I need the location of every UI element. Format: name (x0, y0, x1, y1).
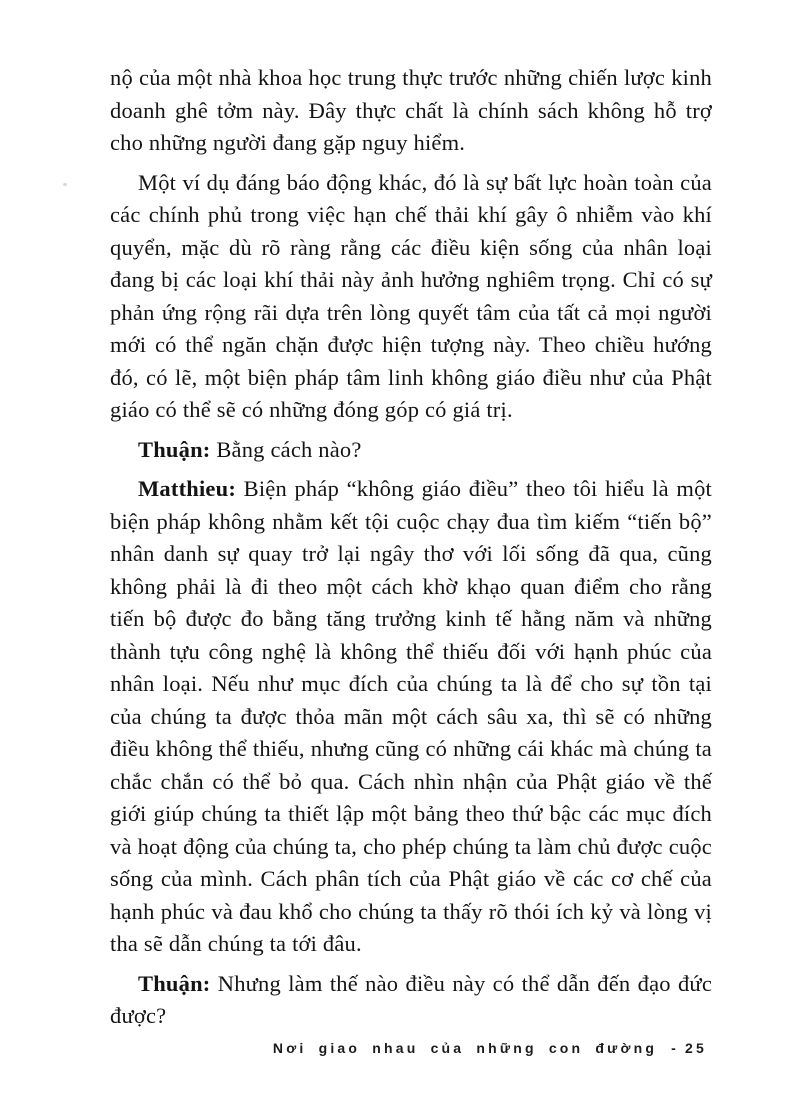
scan-speck (63, 183, 67, 186)
page-footer (273, 1040, 707, 1056)
speaker-label: Matthieu: (138, 476, 237, 501)
dialogue-paragraph (110, 968, 712, 1033)
paragraph-text: nộ của một nhà khoa học trung thực trước những chiến lược kinh doanh ghê tởm này. Đây thực chất là chính sách không hỗ trợ cho những người đang gặp nguy hiểm. (110, 65, 712, 155)
paragraph-text: Nhưng làm thế nào điều này có thể dẫn đến đạo đức được? (110, 970, 712, 1028)
page-number: 25 (685, 1040, 707, 1056)
paragraph (110, 167, 712, 427)
speaker-label: Thuận: (138, 436, 211, 462)
running-title: Nơi giao nhau của những con đường (272, 1040, 658, 1056)
dialogue-paragraph (110, 473, 712, 961)
body-text (110, 62, 712, 1033)
paragraph-text: Biện pháp “không giáo điều” theo tôi hiểu là một biện pháp không nhằm kết tội cuộc chạy đua tìm kiếm “tiến bộ” nhân danh sự quay trở lại ngây thơ với lối sống đã qua, cũng không phải là đi theo một cách khờ khạo quan điểm cho rằng tiến bộ được đo bằng tăng trưởng kinh tế hằng năm và những thành tựu công nghệ là không thể thiếu đối với hạnh phúc của nhân loại. Nếu như mục đích của chúng ta là để cho sự tồn tại của chúng ta được thỏa mãn một cách sâu xa, thì sẽ có những điều không thể thiếu, nhưng cũng có những cái khác mà chúng ta chắc chắn có thể bỏ qua. Cách nhìn nhận của Phật giáo về thế giới giúp chúng ta thiết lập một bảng theo thứ bậc các mục đích và hoạt động của chúng ta, cho phép chúng ta làm chủ được cuộc sống của mình. Cách phân tích của Phật giáo về các cơ chế của hạnh phúc và đau khổ cho chúng ta thấy rõ thói ích kỷ và lòng vị tha sẽ dẫn chúng ta tới đâu. (110, 476, 712, 956)
dialogue-paragraph (110, 434, 712, 467)
footer-separator: - (671, 1040, 680, 1056)
speaker-label: Thuận: (138, 970, 211, 996)
paragraph-text: Một ví dụ đáng báo động khác, đó là sự bất lực hoàn toàn của các chính phủ trong việc hạn chế thải khí gây ô nhiễm vào khí quyển, mặc dù rõ ràng rằng các điều kiện sống của nhân loại đang bị các loại khí thải này ảnh hưởng nghiêm trọng. Chỉ có sự phản ứng rộng rãi dựa trên lòng quyết tâm của tất cả mọi người mới có thể ngăn chặn được hiện tượng này. Theo chiều hướng đó, có lẽ, một biện pháp tâm linh không giáo điều như của Phật giáo có thể sẽ có những đóng góp có giá trị. (110, 169, 712, 422)
paragraph-text: Bằng cách nào? (216, 436, 362, 462)
paragraph-continuation (110, 62, 712, 160)
